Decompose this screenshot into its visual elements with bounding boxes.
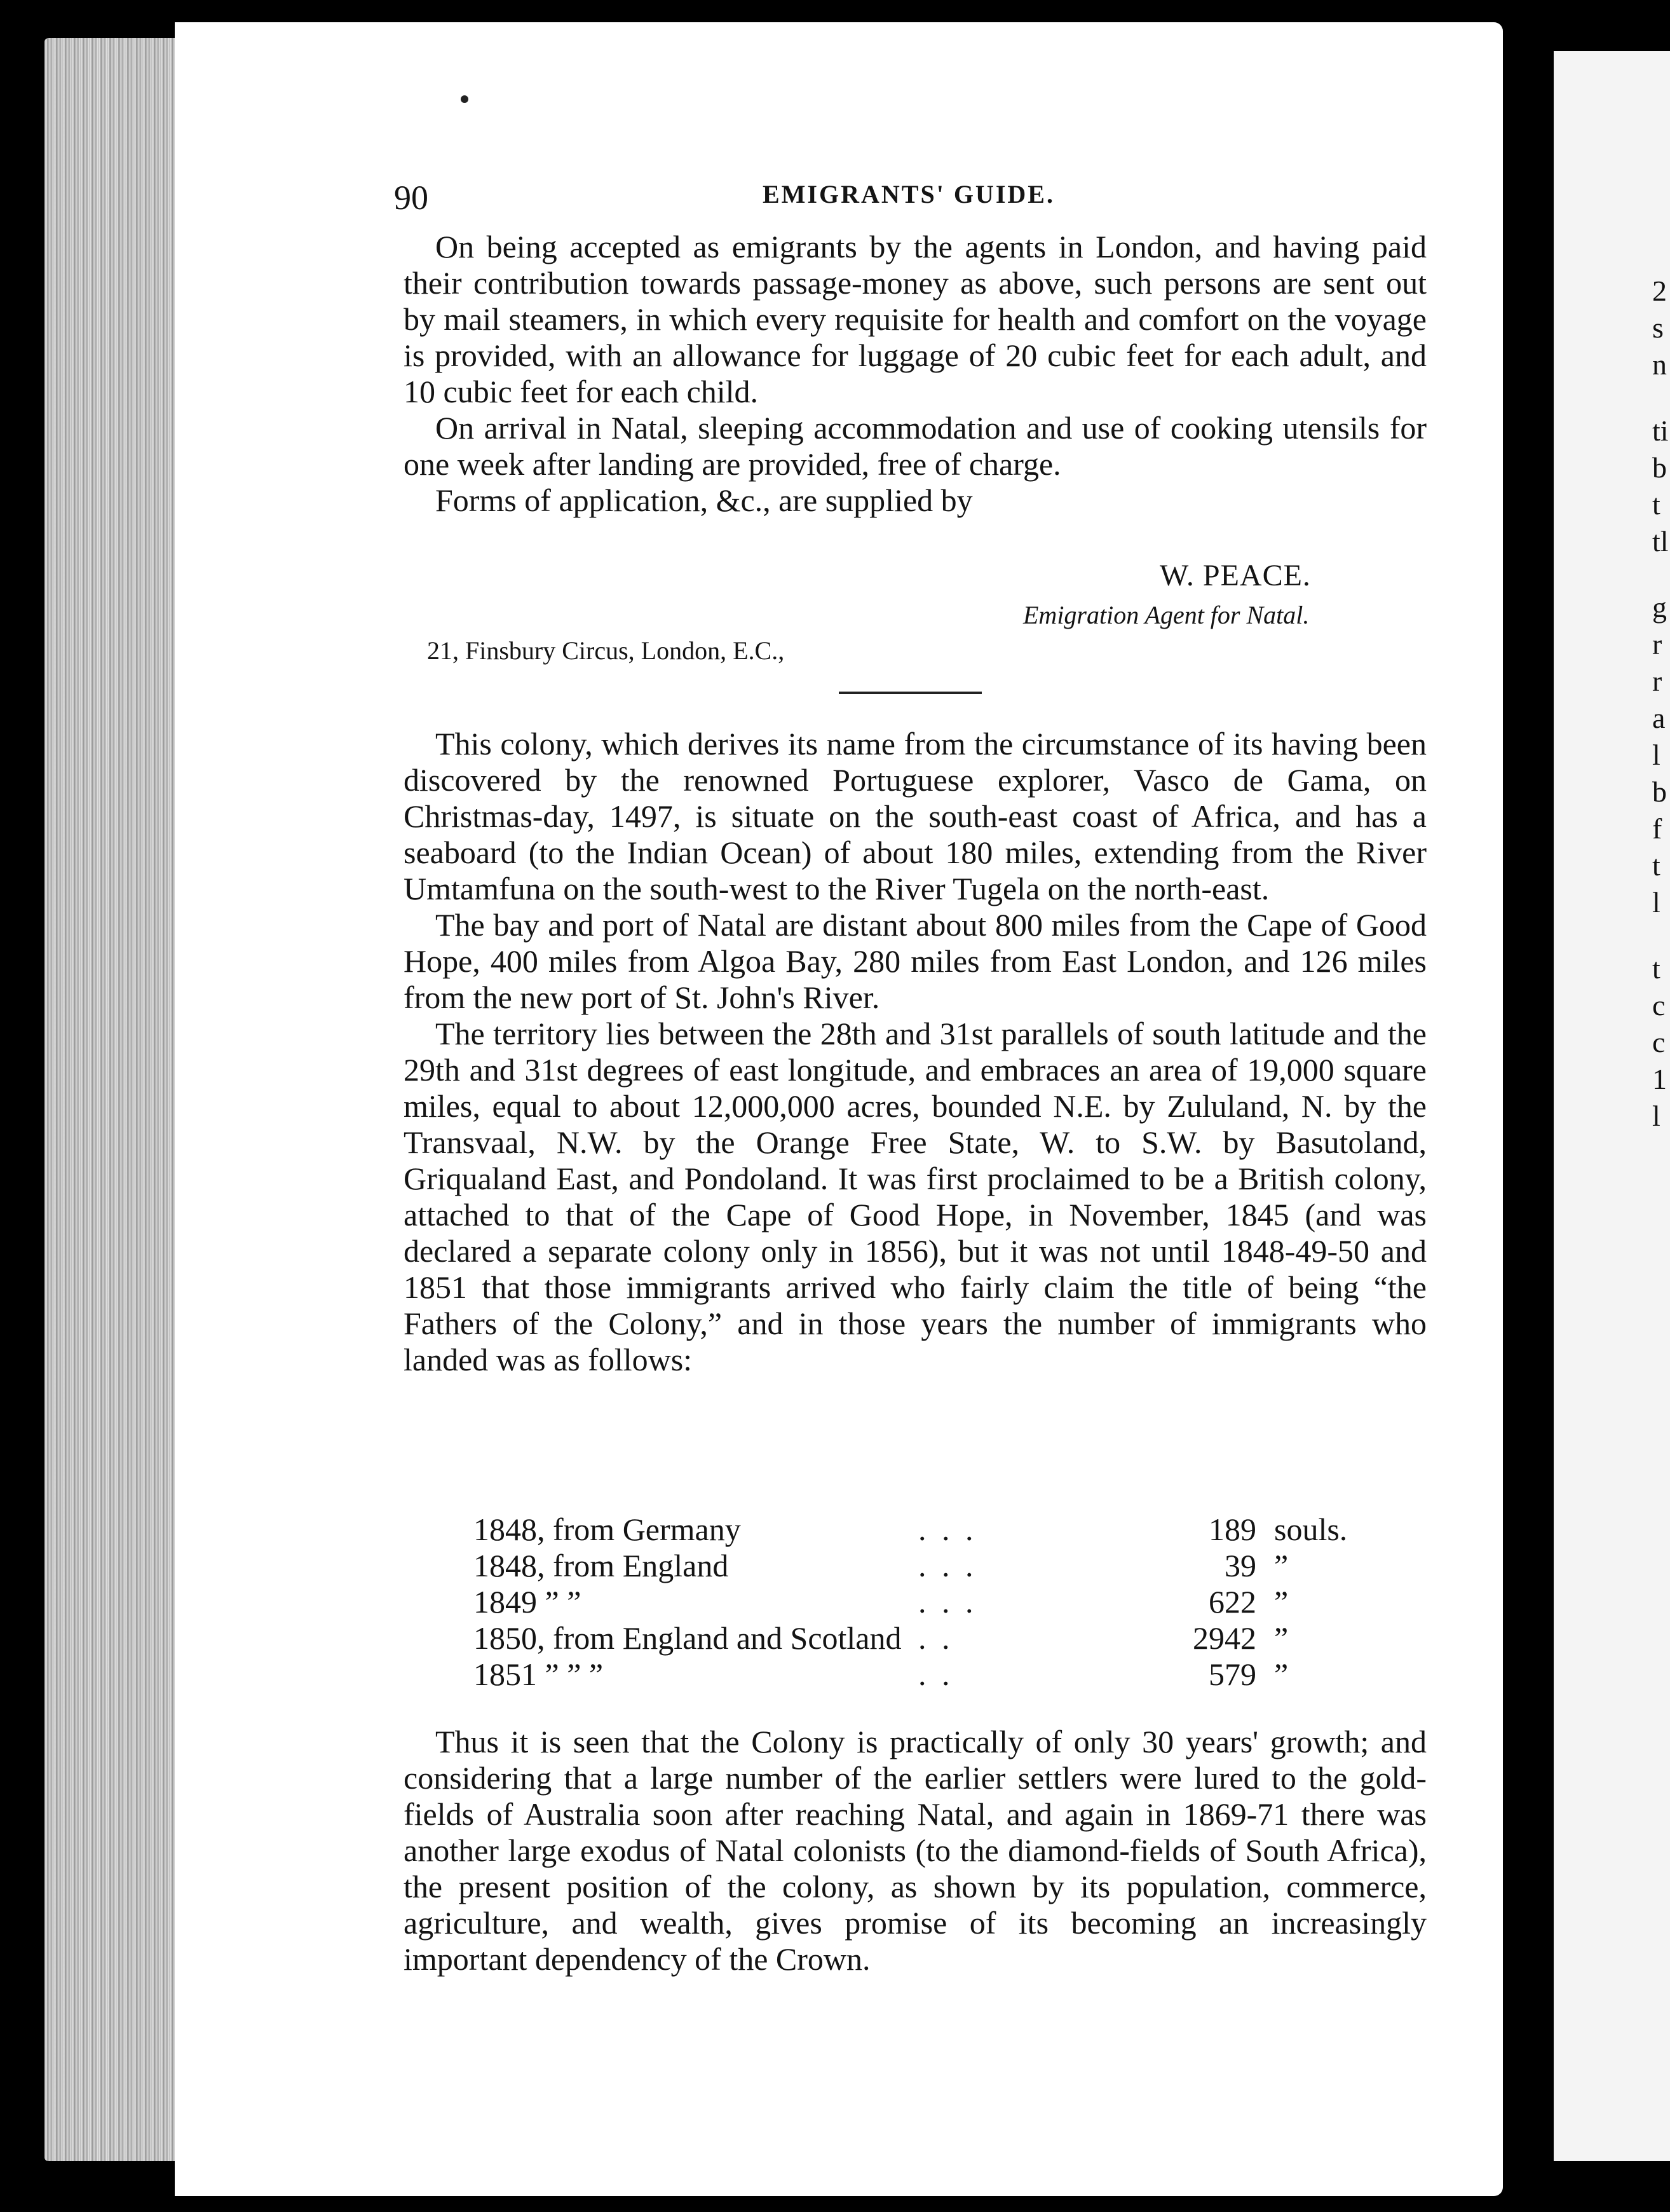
next-page-letter: r (1652, 628, 1662, 660)
next-page-letter: l (1652, 886, 1660, 918)
next-page-letter: g (1652, 591, 1667, 624)
next-page-letter: t (1652, 849, 1660, 882)
next-page-letter: f (1652, 812, 1662, 845)
table-row (473, 1584, 1363, 1620)
row-unit: ” (1274, 1584, 1289, 1620)
signature-title: Emigration Agent for Natal. (1023, 601, 1310, 629)
ink-dot (461, 95, 468, 103)
row-count: 2942 (1193, 1620, 1256, 1656)
table-row (473, 1620, 1363, 1656)
page-number: 90 (394, 179, 428, 217)
paragraph: The bay and port of Natal are distant about 800 miles from the Cape of Good Hope, 400 miles from Algoa Bay, 280 miles from East London, and 126 miles from the new port of St. John's River. (404, 907, 1427, 1015)
next-page-letter: b (1652, 775, 1667, 808)
next-page-letter: t (1652, 488, 1660, 521)
table-row (473, 1656, 1363, 1693)
next-page-letter: t (1652, 952, 1660, 985)
section-divider (839, 692, 982, 694)
paragraph: Forms of application, &c., are supplied by (435, 482, 973, 518)
row-count: 39 (1225, 1548, 1256, 1583)
row-leader: . . . (918, 1512, 977, 1547)
row-leader: . . . (918, 1584, 977, 1620)
next-page-letter: 2 (1652, 275, 1667, 307)
body-section (404, 726, 1427, 1378)
next-page-letter: 1 (1652, 1063, 1667, 1095)
paragraph: This colony, which derives its name from the circumstance of its having been discovered by the renowned Portuguese explorer, Vasco de Gama, on Christmas-day, 1497, is situate on the south-east coast of Africa, and has a seaboard (to the Indian Ocean) of about 180 miles, extending from the River Umtamfuna on the south-west to the River Tugela on the north-east. (404, 726, 1427, 906)
row-leader: . . (918, 1656, 954, 1692)
row-label: 1848, from Germany (473, 1512, 741, 1547)
row-label: 1848, from England (473, 1548, 729, 1583)
next-page-letter: c (1652, 989, 1666, 1021)
row-label: 1849 ” ” (473, 1584, 581, 1620)
row-unit: ” (1274, 1548, 1289, 1583)
running-title: EMIGRANTS' GUIDE. (763, 180, 1055, 208)
book-page-edge (44, 38, 181, 2161)
row-leader: . . (918, 1620, 954, 1656)
intro-section (404, 229, 1427, 519)
row-count: 579 (1209, 1656, 1256, 1692)
row-unit: souls. (1274, 1512, 1348, 1547)
row-count: 189 (1209, 1512, 1256, 1547)
row-label: 1851 ” ” ” (473, 1656, 604, 1692)
row-unit: ” (1274, 1656, 1289, 1692)
row-unit: ” (1274, 1620, 1289, 1656)
next-page-letter: n (1652, 348, 1667, 381)
table-row (473, 1512, 1363, 1548)
row-leader: . . . (918, 1548, 977, 1583)
table-row (473, 1548, 1363, 1584)
next-page-letter: s (1652, 311, 1664, 344)
next-page-letter: c (1652, 1026, 1666, 1058)
next-page-letter: a (1652, 702, 1666, 734)
closing-section (404, 1724, 1427, 1977)
next-page-letter: r (1652, 665, 1662, 697)
paragraph: The territory lies between the 28th and 31st parallels of south latitude and the 29th and 31st degrees of east longitude, and embraces an area of 19,000 square miles, equal to about 12,000,000 acres, bounded N.E. by Zululand, N. by the Transvaal, N.W. by the Orange Free State, W. to S.W. by Basutoland, Griqualand East, and Pondoland. It was first proclaimed to be a British colony, attached to that of the Cape of Good Hope, in November, 1845 (and was declared a separate colony only in 1856), but it was not until 1848-49-50 and 1851 that those immigrants arrived who fairly claim the title of being “the Fathers of the Colony,” and in those years the number of immigrants who landed was as follows: (404, 1016, 1427, 1377)
row-label: 1850, from England and Scotland (473, 1620, 902, 1656)
next-page-letter: l (1652, 1100, 1660, 1132)
paragraph: On being accepted as emigrants by the agents in London, and having paid their contribution towards passage-money as above, such persons are sent out by mail steamers, in which every requisite for health and comfort on the voyage is provided, with an allowance for luggage of 20 cubic feet for each adult, and 10 cubic feet for each child. (404, 229, 1427, 409)
next-page-letter: ti (1652, 414, 1669, 447)
immigrants-table (473, 1512, 1363, 1693)
row-count: 622 (1209, 1584, 1256, 1620)
next-page-letter: l (1652, 739, 1660, 771)
paragraph: On arrival in Natal, sleeping accommodation and use of cooking utensils for one week after landing are provided, free of charge. (404, 410, 1427, 482)
signature-address: 21, Finsbury Circus, London, E.C., (427, 636, 785, 665)
paragraph: Thus it is seen that the Colony is practically of only 30 years' growth; and considering that a large number of the earlier settlers were lured to the gold-fields of Australia soon after reaching Natal, and again in 1869-71 there was another large exodus of Natal colonists (to the diamond-fields of South Africa), the present position of the colony, as shown by its population, commerce, agriculture, and wealth, gives promise of its becoming an increasingly important dependency of the Crown. (404, 1724, 1427, 1977)
next-page-letter: b (1652, 451, 1667, 484)
next-page-letter: tl (1652, 525, 1669, 557)
signature-name: W. PEACE. (1160, 559, 1311, 592)
